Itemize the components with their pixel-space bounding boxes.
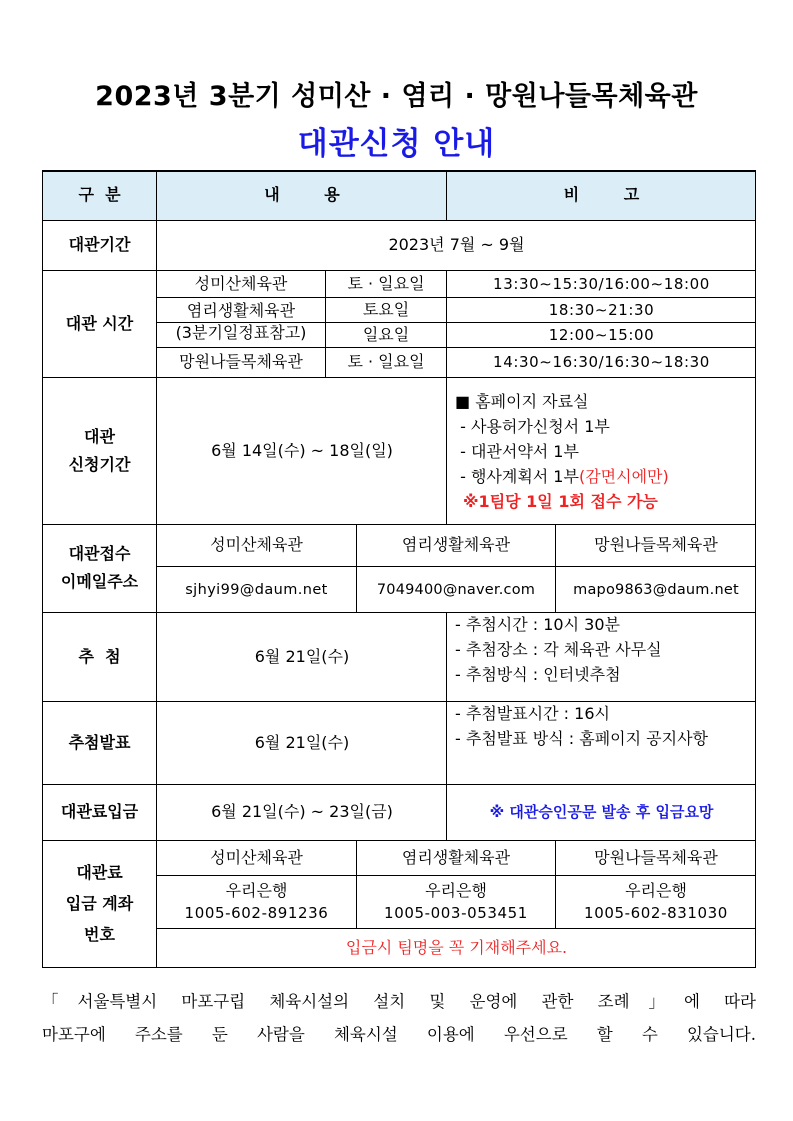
document-title: 2023년 3분기 성미산 · 염리 · 망원나들목체육관 — [95, 81, 698, 112]
application-period-value: 6월 14일(수) ~ 18일(일) — [211, 440, 393, 460]
draw-label: 추 첨 — [78, 646, 121, 666]
document-subtitle: 대관신청 안내 — [297, 126, 496, 162]
account-label-line3: 번호 — [84, 925, 115, 944]
hours-time-mangwon: 14:30∼16:30/16:30∼18:30 — [493, 353, 710, 371]
payment-label: 대관료입금 — [60, 802, 139, 821]
email-label — [42, 524, 157, 612]
hours-day-yeomni-sat: 토요일 — [362, 299, 410, 319]
email-address-seongmisan: sjhyi99@daum.net — [185, 581, 328, 598]
draw-note-place: - 추첨장소 : 각 체육관 사무실 — [455, 640, 662, 659]
email-venue-mangwon: 망원나들목체육관 — [594, 535, 718, 554]
announce-notes — [447, 701, 756, 784]
application-notes-item2: - 대관서약서 1부 — [455, 441, 579, 461]
draw-value: 6월 21일(수) — [254, 646, 350, 666]
draw-note-method: - 추첨방식 : 인터넷추첨 — [455, 665, 621, 684]
application-notes-item1: - 사용허가신청서 1부 — [455, 416, 610, 436]
hours-venue-seongmisan: 성미산체육관 — [194, 273, 288, 293]
draw-notes — [447, 612, 756, 701]
period-label: 대관기간 — [68, 235, 131, 254]
hours-day-seongmisan: 토 · 일요일 — [347, 273, 425, 293]
period-value: 2023년 7월 ~ 9월 — [388, 235, 525, 254]
application-notes-item3-red: (감면시에만) — [578, 466, 669, 486]
application-notes — [447, 380, 756, 522]
announce-note-method: - 추첨발표 방식 : 홈페이지 공지사항 — [455, 729, 708, 748]
account-notice: 입금시 팀명을 꼭 기재해주세요. — [345, 938, 568, 957]
account-bank-yeomni: 우리은행 — [425, 881, 487, 900]
email-address-yeomni: 7049400@naver.com — [376, 581, 536, 598]
application-label — [42, 377, 157, 524]
hours-venue-mangwon: 망원나들목체육관 — [179, 352, 303, 371]
account-seongmisan — [157, 876, 356, 928]
account-label — [42, 840, 157, 967]
email-venue-seongmisan: 성미산체육관 — [210, 535, 303, 554]
hours-time-yeomni-sat: 18:30∼21:30 — [548, 300, 655, 319]
announce-note-time: - 추첨발표시간 : 16시 — [455, 704, 610, 723]
email-label-line1: 대관접수 — [68, 544, 131, 563]
application-label-line1: 대관 — [84, 426, 115, 446]
payment-value: 6월 21일(수) ~ 23일(금) — [211, 802, 393, 821]
application-label-line2: 신청기간 — [68, 454, 131, 474]
announce-value: 6월 21일(수) — [254, 732, 350, 752]
application-notes-item3: - 행사계획서 1부(감면시에만) — [455, 466, 669, 486]
account-venue-seongmisan: 성미산체육관 — [210, 847, 303, 867]
account-mangwon — [556, 876, 756, 928]
account-number-yeomni: 1005-003-053451 — [384, 904, 528, 922]
header-content: 내 용 — [264, 185, 340, 204]
application-notes-warning: ※1팀당 1일 1회 접수 가능 — [463, 491, 658, 511]
hours-label: 대관 시간 — [65, 313, 134, 333]
account-number-mangwon: 1005-602-831030 — [584, 904, 728, 922]
draw-note-time: - 추첨시간 : 10시 30분 — [455, 615, 620, 634]
hours-venue-yeomni-note: (3분기일정표참고) — [175, 323, 307, 342]
application-notes-heading: ■ 홈페이지 자료실 — [455, 391, 589, 411]
hours-day-yeomni-sun: 일요일 — [362, 324, 410, 344]
hours-time-seongmisan: 13:30∼15:30/16:00∼18:00 — [493, 274, 710, 293]
hours-day-mangwon: 토 · 일요일 — [347, 352, 425, 371]
account-label-line1: 대관료 — [76, 863, 123, 882]
account-number-seongmisan: 1005-602-891236 — [184, 904, 329, 922]
header-note: 비 고 — [563, 185, 640, 204]
hours-venue-yeomni-name: 염리생활체육관 — [186, 301, 296, 320]
account-bank-seongmisan: 우리은행 — [225, 881, 288, 900]
payment-note: ※ 대관승인공문 발송 후 입금요망 — [489, 803, 714, 821]
account-bank-mangwon: 우리은행 — [625, 881, 687, 900]
account-yeomni — [357, 876, 555, 928]
email-label-line2: 이메일주소 — [60, 572, 139, 591]
account-venue-mangwon: 망원나들목체육관 — [594, 847, 718, 867]
announce-label: 추첨발표 — [68, 732, 131, 752]
footer-line2: 마포구에 주소를 둔 사람을 체육시설 이용에 우선으로 할 수 있습니다. — [42, 1025, 756, 1044]
hours-venue-yeomni — [157, 297, 325, 347]
header-category: 구 분 — [78, 185, 121, 204]
account-label-line2: 입금 계좌 — [65, 894, 134, 913]
rental-info-table — [42, 170, 756, 968]
hours-time-yeomni-sun: 12:00∼15:00 — [548, 325, 655, 344]
footer-line1: 「서울특별시 마포구립 체육시설의 설치 및 운영에 관한 조례」에 따라 — [42, 992, 756, 1011]
email-address-mangwon: mapo9863@daum.net — [573, 581, 739, 598]
account-venue-yeomni: 염리생활체육관 — [401, 847, 511, 867]
email-venue-yeomni: 염리생활체육관 — [401, 535, 511, 554]
